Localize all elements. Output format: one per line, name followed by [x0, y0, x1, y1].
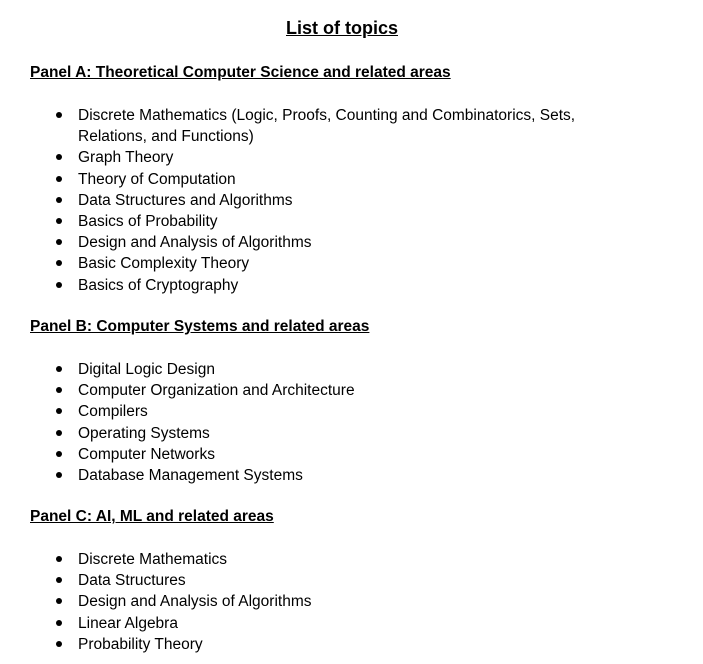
list-item: [0, 211, 618, 232]
topic-label: Operating Systems: [78, 424, 210, 442]
list-item: [0, 401, 618, 422]
bullet-icon: [56, 260, 62, 266]
bullet-icon: [56, 556, 62, 562]
list-item: [0, 613, 618, 634]
topic-label: Graph Theory: [78, 149, 174, 167]
list-item: [0, 570, 618, 591]
list-item: [0, 549, 618, 570]
bullet-icon: [56, 408, 62, 414]
bullet-icon: [56, 176, 62, 182]
list-item: [0, 423, 618, 444]
bullet-icon: [56, 218, 62, 224]
topic-label: Probability Theory: [78, 635, 203, 653]
list-item: [0, 380, 618, 401]
bullet-icon: [56, 430, 62, 436]
list-item: [0, 275, 618, 296]
panel-c-topic-list: [0, 549, 660, 655]
topic-label: Basics of Cryptography: [78, 276, 239, 294]
topic-label: Design and Analysis of Algorithms: [78, 593, 312, 611]
topic-label: Linear Algebra: [78, 614, 178, 632]
bullet-icon: [56, 598, 62, 604]
bullet-icon: [56, 641, 62, 647]
list-item: [0, 253, 618, 274]
topic-label: Discrete Mathematics: [78, 551, 228, 568]
topic-label: Computer Networks: [78, 445, 215, 463]
page-title: List of topics: [286, 18, 398, 38]
list-item: [0, 190, 618, 211]
bullet-icon: [56, 239, 62, 245]
bullet-icon: [56, 387, 62, 393]
list-item: [0, 465, 618, 486]
panel-a-heading: Panel A: Theoretical Computer Science and related areas: [30, 64, 451, 81]
panel-a-topic-list: [0, 105, 660, 296]
list-item: [0, 105, 618, 147]
bullet-icon: [56, 154, 62, 160]
bullet-icon: [56, 472, 62, 478]
bullet-icon: [56, 197, 62, 203]
list-item: [0, 232, 618, 253]
panel-b-heading: Panel B: Computer Systems and related areas: [30, 318, 370, 335]
bullet-icon: [56, 451, 62, 457]
list-item: [0, 147, 618, 168]
topic-label: Digital Logic Design: [78, 361, 215, 378]
topic-label: Basic Complexity Theory: [78, 255, 250, 273]
list-item: [0, 634, 618, 655]
topic-label: Discrete Mathematics (Logic, Proofs, Counting and Combinatorics, Sets, Relations, and Functions): [78, 107, 576, 146]
panel-b-topic-list: [0, 359, 660, 486]
bullet-icon: [56, 282, 62, 288]
topic-label: Data Structures and Algorithms: [78, 191, 293, 209]
list-item: [0, 359, 618, 380]
topic-label: Theory of Computation: [78, 170, 236, 188]
topic-label: Basics of Probability: [78, 213, 218, 231]
list-item: [0, 169, 618, 190]
topic-label: Design and Analysis of Algorithms: [78, 234, 312, 252]
bullet-icon: [56, 620, 62, 626]
bullet-icon: [56, 112, 62, 118]
bullet-icon: [56, 366, 62, 372]
panel-c-heading: Panel C: AI, ML and related areas: [30, 508, 274, 525]
bullet-icon: [56, 577, 62, 583]
topic-label: Compilers: [78, 403, 148, 421]
topic-label: Computer Organization and Architecture: [78, 382, 355, 400]
topic-label: Data Structures: [78, 572, 186, 590]
list-item: [0, 591, 618, 612]
topic-label: Database Management Systems: [78, 467, 303, 485]
list-item: [0, 444, 618, 465]
